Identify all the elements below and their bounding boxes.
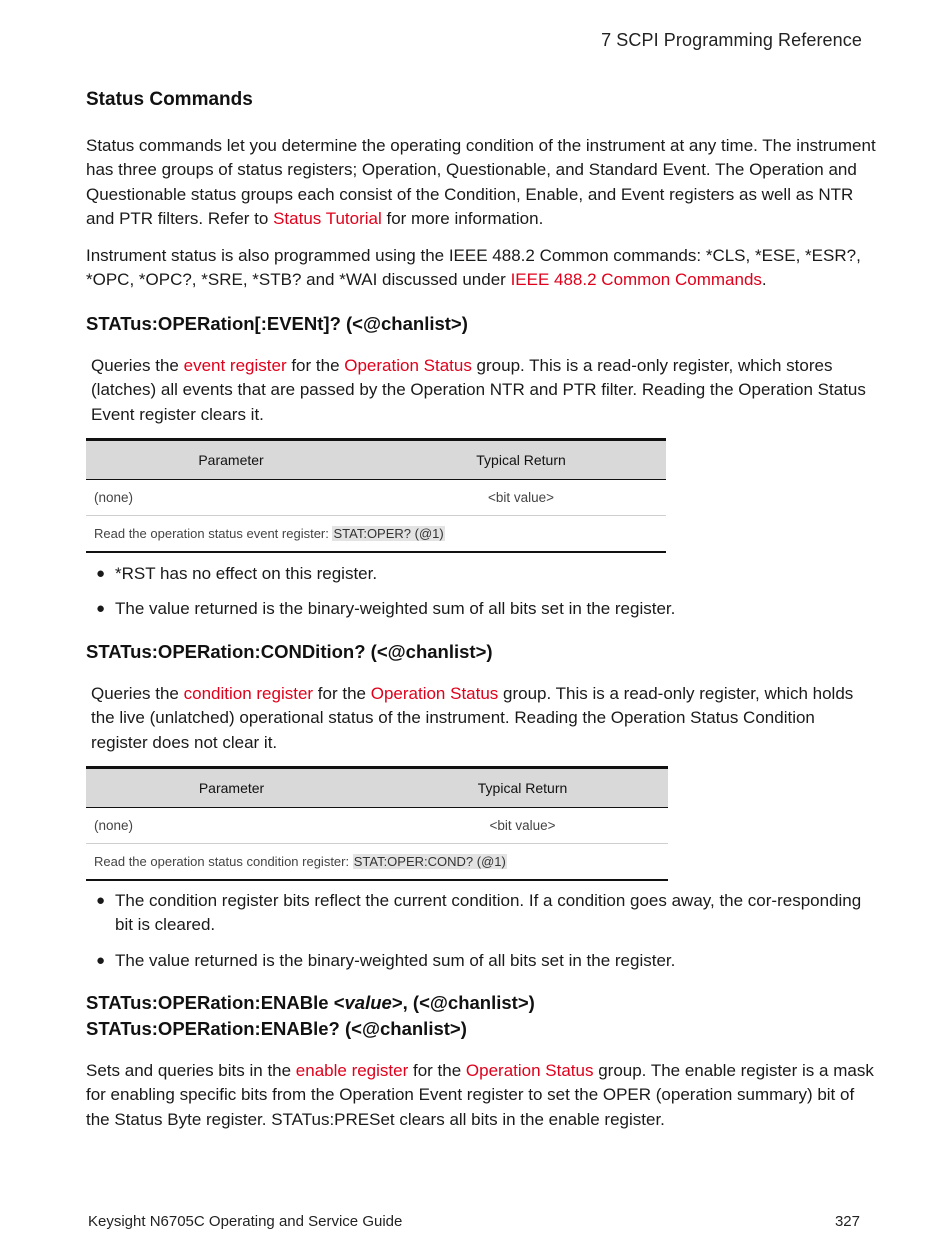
heading-text: STATus:OPERation:ENABle < bbox=[86, 992, 345, 1013]
intro-text: . bbox=[761, 270, 767, 290]
example-cell bbox=[86, 844, 668, 881]
command-heading-oper-enable bbox=[86, 990, 535, 1042]
command-description-oper-event bbox=[91, 354, 876, 427]
status-tutorial-link[interactable]: Status Tutorial bbox=[273, 208, 382, 228]
desc-text: Queries the bbox=[91, 684, 184, 703]
example-row bbox=[86, 516, 666, 553]
table-header-row bbox=[86, 768, 668, 808]
intro-paragraph-2 bbox=[86, 244, 876, 293]
parameter-cell: (none) bbox=[86, 808, 377, 844]
operation-status-link[interactable]: Operation Status bbox=[465, 1061, 594, 1080]
list-item bbox=[86, 562, 876, 586]
heading-argument: value bbox=[344, 992, 392, 1013]
table-row bbox=[86, 480, 666, 516]
heading-text: >, (<@chanlist>) bbox=[391, 992, 535, 1013]
desc-text: Sets and queries bits in the bbox=[86, 1061, 296, 1080]
running-header: 7 SCPI Programming Reference bbox=[601, 30, 862, 50]
column-header-typical-return: Typical Return bbox=[377, 768, 668, 808]
intro-text: for more information. bbox=[381, 208, 544, 228]
bullet-icon: ● bbox=[96, 565, 106, 582]
notes-list-oper-event bbox=[86, 562, 876, 633]
list-item bbox=[86, 949, 876, 973]
example-cell bbox=[86, 516, 666, 553]
desc-text: group. The enable register is a mask for enabling specific bits from the Operation Event register to set the OPER (operation summary) bit of the Status Byte register. STATus:PRESet clears all bits in the enable register. bbox=[86, 1061, 874, 1129]
intro-text: Status commands let you determine the operating condition of the instrument at any time. The instrument has three groups of status registers; Operation, Questionable, and Standard Event. The Operation and Questionable status groups each consist of the Condition, Enable, and Event registers as well as NTR and PTR filters. Refer to bbox=[86, 136, 876, 228]
list-item bbox=[86, 889, 876, 938]
list-item-text: The value returned is the binary-weighted sum of all bits set in the register. bbox=[115, 950, 676, 970]
condition-register-link[interactable]: condition register bbox=[183, 684, 314, 703]
bullet-icon: ● bbox=[96, 600, 106, 618]
desc-text: for the bbox=[408, 1061, 466, 1080]
desc-text: for the bbox=[313, 684, 371, 703]
parameter-table-oper-event bbox=[86, 438, 666, 553]
desc-text: Queries the bbox=[91, 356, 184, 375]
page-number: 327 bbox=[834, 1213, 860, 1230]
example-code: STAT:OPER? (@1) bbox=[333, 526, 444, 541]
column-header-typical-return: Typical Return bbox=[376, 440, 666, 480]
section-title: Status Commands bbox=[86, 89, 253, 110]
heading-text: STATus:OPERation:ENABle? (<@chanlist>) bbox=[86, 1018, 467, 1039]
example-label: Read the operation status event register: bbox=[94, 526, 333, 541]
command-description-oper-condition bbox=[91, 682, 876, 755]
desc-text: for the bbox=[286, 356, 345, 375]
bullet-icon: ● bbox=[96, 892, 106, 909]
command-description-oper-enable bbox=[86, 1059, 876, 1132]
table-row bbox=[86, 808, 668, 844]
example-row bbox=[86, 844, 668, 881]
command-heading-oper-event: STATus:OPERation[:EVENt]? (<@chanlist>) bbox=[86, 313, 468, 334]
return-cell: <bit value> bbox=[376, 480, 666, 516]
enable-register-link[interactable]: enable register bbox=[295, 1061, 409, 1080]
example-code: STAT:OPER:COND? (@1) bbox=[353, 854, 506, 869]
intro-paragraph-1 bbox=[86, 134, 876, 231]
event-register-link[interactable]: event register bbox=[183, 356, 287, 375]
list-item-text: The value returned is the binary-weighted sum of all bits set in the register. bbox=[115, 599, 676, 619]
parameter-table-oper-condition bbox=[86, 766, 668, 881]
list-item-text: *RST has no effect on this register. bbox=[115, 564, 378, 583]
intro-text: Instrument status is also programmed using the IEEE 488.2 Common commands: *CLS, *ESE, *ESR?, *OPC, *OPC?, *SRE, *STB? and *WAI discussed under bbox=[86, 246, 861, 290]
operation-status-link[interactable]: Operation Status bbox=[344, 356, 472, 375]
list-item bbox=[86, 597, 876, 621]
footer-guide-title: Keysight N6705C Operating and Service Guide bbox=[88, 1213, 403, 1230]
operation-status-link[interactable]: Operation Status bbox=[370, 684, 499, 703]
ieee-common-commands-link[interactable]: IEEE 488.2 Common Commands bbox=[510, 270, 762, 290]
return-cell: <bit value> bbox=[377, 808, 668, 844]
column-header-parameter: Parameter bbox=[86, 768, 377, 808]
notes-list-oper-condition bbox=[86, 889, 876, 984]
bullet-icon: ● bbox=[96, 951, 106, 969]
desc-text: group. This is a read-only register, which stores (latches) all events that are passed by the Operation NTR and PTR filter. Reading the Operation Status Event register clears it. bbox=[91, 356, 866, 424]
column-header-parameter: Parameter bbox=[86, 440, 376, 480]
command-heading-oper-condition: STATus:OPERation:CONDition? (<@chanlist>) bbox=[86, 641, 493, 662]
list-item-text: The condition register bits reflect the current condition. If a condition goes away, the cor-responding bit is cleared. bbox=[115, 891, 862, 935]
parameter-cell: (none) bbox=[86, 480, 376, 516]
table-header-row bbox=[86, 440, 666, 480]
example-label: Read the operation status condition register: bbox=[94, 854, 353, 869]
desc-text: group. This is a read-only register, which holds the live (unlatched) operational status of the instrument. Reading the Operation Status Condition register does not clear it. bbox=[91, 684, 854, 752]
